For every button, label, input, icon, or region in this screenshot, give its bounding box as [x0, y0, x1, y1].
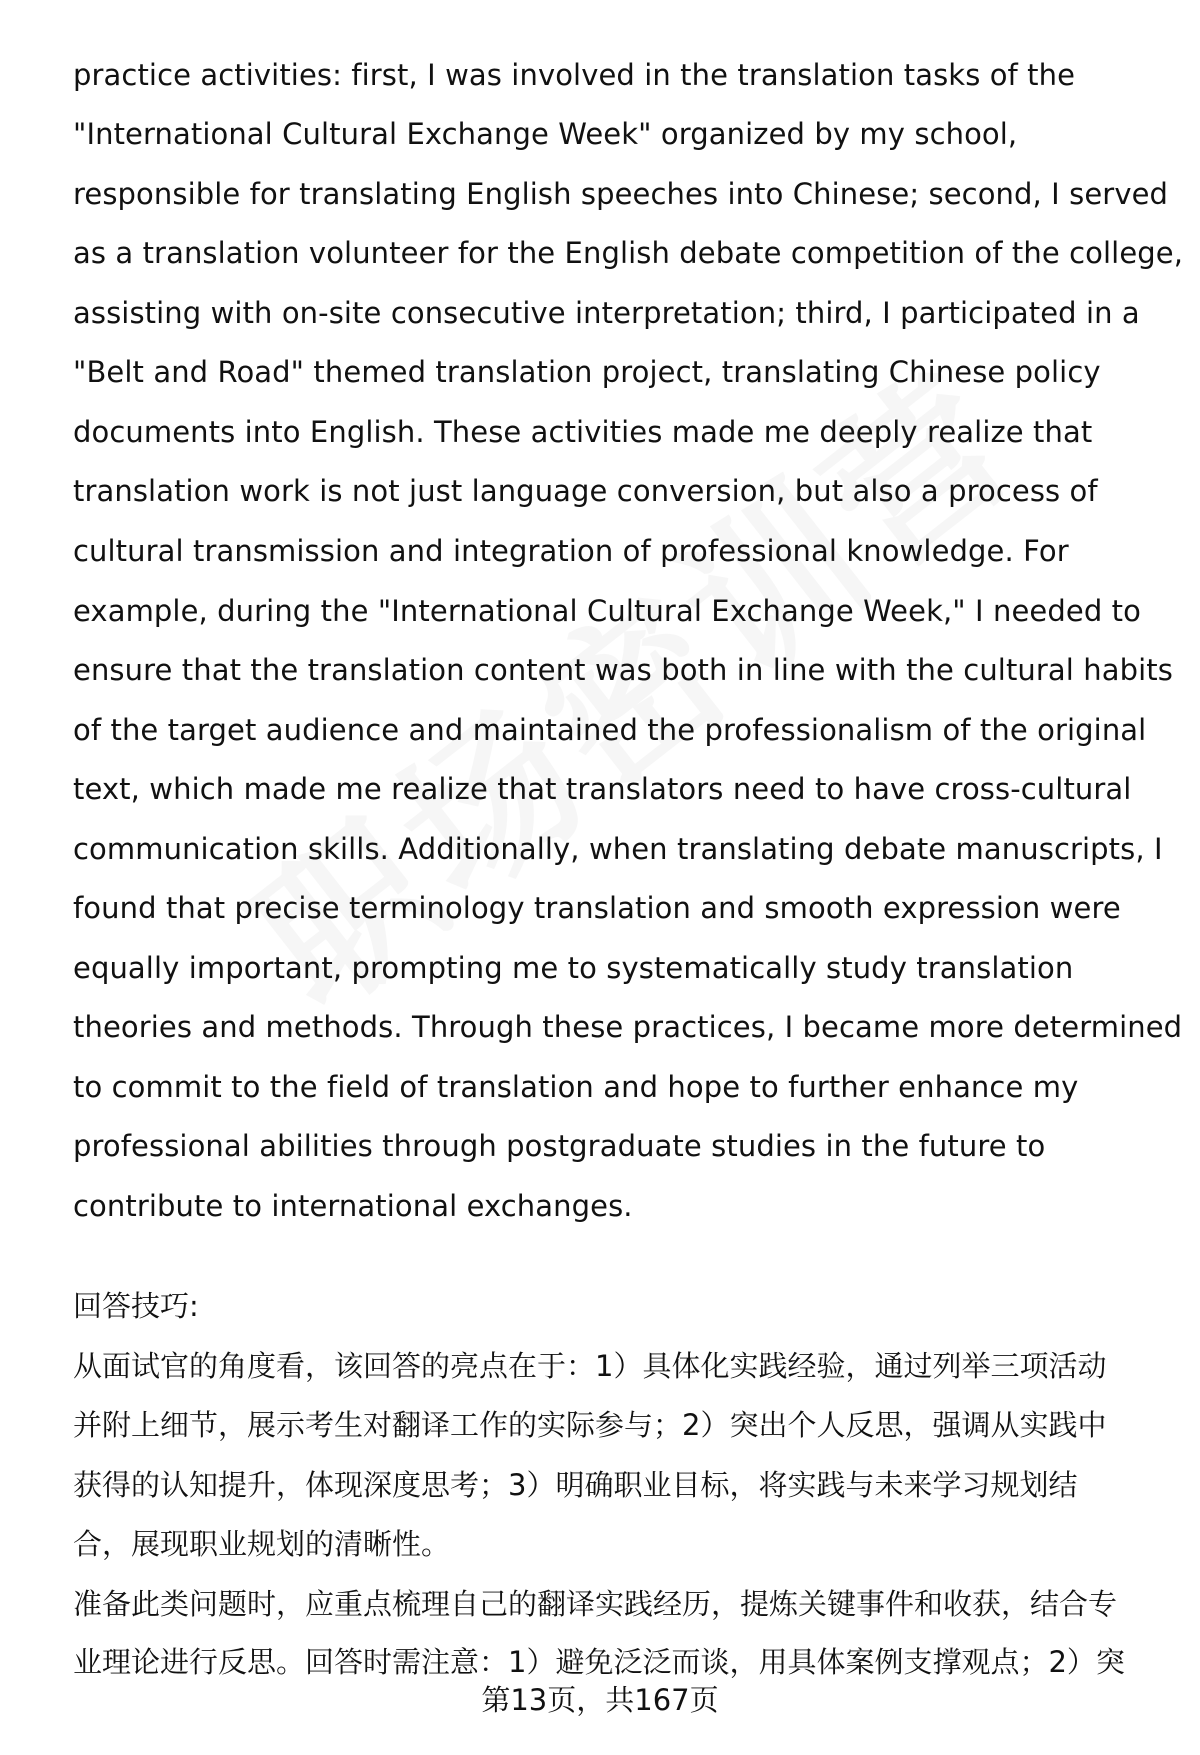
paragraph-line: example, during the "International Cultural Exchange Week," I needed to [73, 594, 1141, 628]
page-number-footer: 第13页，共167页 [481, 1683, 719, 1717]
tips-line: 合，展现职业规划的清晰性。 [73, 1527, 451, 1561]
paragraph-line: assisting with on-site consecutive interpretation; third, I participated in a [73, 296, 1140, 330]
paragraph-line: contribute to international exchanges. [73, 1189, 633, 1223]
paragraph-line: ensure that the translation content was both in line with the cultural habits [73, 653, 1173, 687]
paragraph-line: cultural transmission and integration of professional knowledge. For [73, 534, 1069, 568]
paragraph-line: professional abilities through postgraduate studies in the future to [73, 1129, 1046, 1163]
paragraph-line: of the target audience and maintained the professionalism of the original [73, 713, 1147, 747]
paragraph-line: to commit to the field of translation and hope to further enhance my [73, 1070, 1079, 1104]
tips-line: 从面试官的角度看，该回答的亮点在于：1）具体化实践经验，通过列举三项活动 [73, 1349, 1107, 1383]
paragraph-line: equally important, prompting me to systematically study translation [73, 951, 1074, 985]
paragraph-line: as a translation volunteer for the English debate competition of the college, [73, 236, 1184, 270]
paragraph-line: practice activities: first, I was involved in the translation tasks of the [73, 58, 1076, 92]
paragraph-line: responsible for translating English speeches into Chinese; second, I served [73, 177, 1169, 211]
paragraph-line: "International Cultural Exchange Week" organized by my school, [73, 117, 1018, 151]
paragraph-line: found that precise terminology translation and smooth expression were [73, 891, 1121, 925]
paragraph-line: translation work is not just language conversion, but also a process of [73, 474, 1098, 508]
paragraph-line: documents into English. These activities made me deeply realize that [73, 415, 1093, 449]
tips-line: 并附上细节，展示考生对翻译工作的实际参与；2）突出个人反思，强调从实践中 [73, 1408, 1107, 1442]
tips-line: 获得的认知提升，体现深度思考；3）明确职业目标，将实践与未来学习规划结 [73, 1468, 1078, 1502]
paragraph-line: communication skills. Additionally, when translating debate manuscripts, I [73, 832, 1163, 866]
tips-heading: 回答技巧: [73, 1289, 199, 1323]
tips-line: 准备此类问题时，应重点梳理自己的翻译实践经历，提炼关键事件和收获，结合专 [73, 1587, 1118, 1621]
paragraph-line: theories and methods. Through these practices, I became more determined [73, 1010, 1183, 1044]
paragraph-line: "Belt and Road" themed translation project, translating Chinese policy [73, 355, 1101, 389]
tips-line: 业理论进行反思。回答时需注意：1）避免泛泛而谈，用具体案例支撑观点；2）突 [73, 1645, 1125, 1679]
paragraph-line: text, which made me realize that translators need to have cross-cultural [73, 772, 1132, 806]
